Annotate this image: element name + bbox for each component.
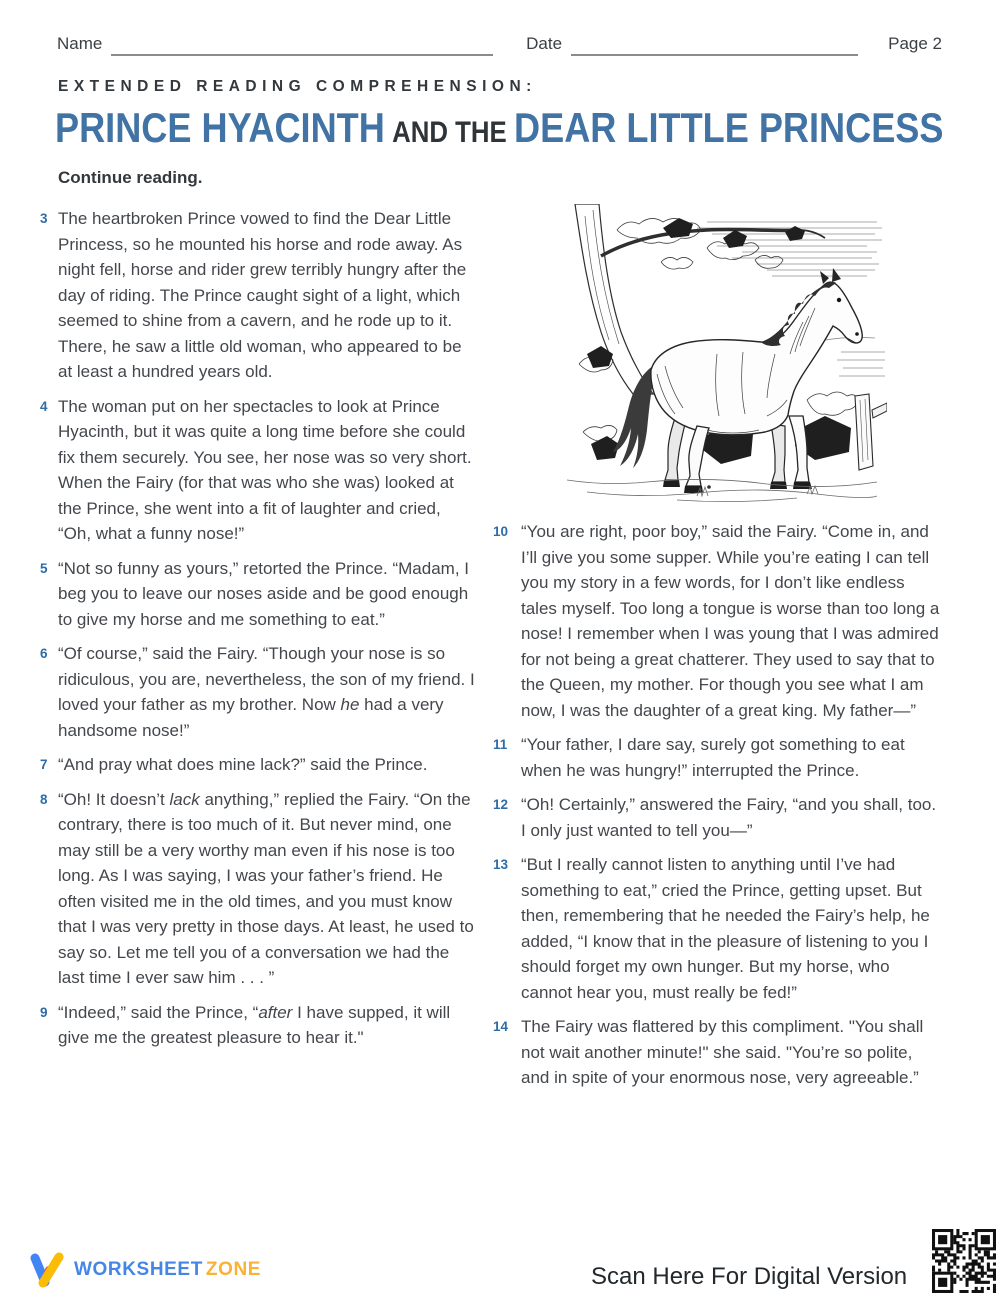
date-blank-line <box>571 34 858 56</box>
paragraph-text: “But I really cannot listen to anything until I’ve had something to eat,” cried the Prince, getting upset. But then, remembering that he needed the Fairy’s help, he added, “I know that in the pleasure of listening to you I should forget my own hunger. But my horse, who cannot hear you, must really be fed!” <box>521 855 930 1002</box>
ground-hatching <box>567 479 877 501</box>
paragraph-text: “You are right, poor boy,” said the Fairy. “Come in, and I’ll give you some supper. While you’re eating I can tell you my story in a few words, for I don’t like endless tales myself. Too long a tongue is worse than too long a nose! I remember when I was young that I was admired for not being a great chatterer. They used to say that to the Queen, my mother. For though you see what I am now, I was the daughter of a great king. My father—” <box>521 522 940 720</box>
worksheetzone-logo-icon <box>28 1252 66 1288</box>
paragraph-text: “Oh! It doesn’t lack anything,” replied the Fairy. “On the contrary, there is too much of it. But never mind, one may still be a very worthy man even if his nose is too long. As I was saying, I was your father’s friend. He often visited me in the old times, and you must know that I was very pretty in those days. At least, he used to say so. Let me tell you of a conversation we had the last time I ever saw him . . . ” <box>58 789 474 987</box>
story-paragraph <box>493 1014 943 1091</box>
date-label: Date <box>526 34 563 53</box>
paragraph-text: “Not so funny as yours,” retorted the Prince. “Madam, I beg you to leave our noses aside and be good enough to give my horse and me something to eat.” <box>58 558 469 629</box>
paragraph-number: 7 <box>40 757 48 772</box>
story-paragraph <box>40 394 478 547</box>
page-number: Page 2 <box>888 34 942 53</box>
brand-worksheet: WORKSHEET <box>74 1259 203 1280</box>
qr-code <box>932 1229 996 1293</box>
worksheetzone-logo <box>28 1252 261 1288</box>
paragraph-number: 4 <box>40 398 48 414</box>
name-blank-line <box>111 34 493 56</box>
page-title-part-2: AND THE <box>392 116 507 149</box>
paragraph-number: 13 <box>493 857 509 872</box>
story-paragraph <box>40 556 478 633</box>
paragraph-number: 14 <box>493 1019 509 1034</box>
paragraph-text: “Oh! Certainly,” answered the Fairy, “and you shall, too. I only just wanted to tell you—” <box>521 795 937 840</box>
horse-illustration <box>557 204 887 504</box>
story-paragraph <box>40 1000 478 1051</box>
horse-eye <box>837 298 841 302</box>
paragraph-number: 5 <box>40 560 48 576</box>
story-paragraph <box>493 852 943 1005</box>
story-paragraph <box>40 752 478 778</box>
page-title <box>55 100 943 166</box>
paragraph-text: The Fairy was flattered by this compliment. "You shall not wait another minute!" she said. "You’re so polite, and in spite of your enormous nose, very agreeable.” <box>521 1017 924 1087</box>
story-paragraph <box>40 641 478 743</box>
page-title-part-1: PRINCE HYACINTH <box>55 104 385 151</box>
story-paragraph <box>493 519 943 723</box>
paragraph-text: The heartbroken Prince vowed to find the Dear Little Princess, so he mounted his horse and rode away. As night fell, horse and rider grew terribly hungry after the day of riding. The Prince caught sight of a light, which seemed to shine from a cavern, and he rode up to it. There, he saw a little old woman, who appeared to be at least a hundred years old. <box>58 209 467 381</box>
page-title-part-3: DEAR LITTLE PRINCESS <box>514 104 944 151</box>
paragraph-number: 3 <box>40 211 48 226</box>
paragraph-text: “And pray what does mine lack?” said the Prince. <box>58 755 428 774</box>
paragraph-number: 6 <box>40 646 48 661</box>
story-paragraph <box>493 732 943 783</box>
brand-zone: ZONE <box>205 1259 262 1280</box>
paragraph-number: 9 <box>40 1004 48 1020</box>
story-paragraph <box>40 206 478 385</box>
paragraph-number: 12 <box>493 797 509 812</box>
page-header <box>57 34 942 56</box>
brand-text <box>74 1259 261 1281</box>
paragraph-text: “Indeed,” said the Prince, “after I have supped, it will give me the greatest pleasure to hear it." <box>58 1002 451 1047</box>
section-title: EXTENDED READING COMPREHENSION: <box>58 78 537 95</box>
paragraph-number: 8 <box>40 791 48 807</box>
name-label: Name <box>57 34 103 53</box>
story-paragraph <box>40 787 478 991</box>
horse-body <box>651 282 862 435</box>
right-column <box>493 519 943 1100</box>
story-paragraph <box>493 792 943 843</box>
paragraph-text: “Of course,” said the Fairy. “Though your nose is so ridiculous, you are, nevertheless, the son of my friend. I loved your father as my brother. Now he had a very handsome nose!” <box>58 644 475 740</box>
paragraph-number: 10 <box>493 524 509 539</box>
fence-post <box>855 394 887 470</box>
continue-reading-label: Continue reading. <box>58 168 203 187</box>
scan-here-text: Scan Here For Digital Version <box>591 1263 908 1290</box>
left-column <box>40 206 478 1060</box>
paragraph-number: 11 <box>493 737 508 752</box>
paragraph-text: “Your father, I dare say, surely got something to eat when he was hungry!” interrupted the Prince. <box>521 735 905 780</box>
paragraph-text: The woman put on her spectacles to look at Prince Hyacinth, but it was quite a long time before she could fix them securely. You see, her nose was so very short. When the Fairy (for that was who she was) looked at the Prince, she went into a fit of laughter and cried, “Oh, what a funny nose!” <box>58 396 472 543</box>
